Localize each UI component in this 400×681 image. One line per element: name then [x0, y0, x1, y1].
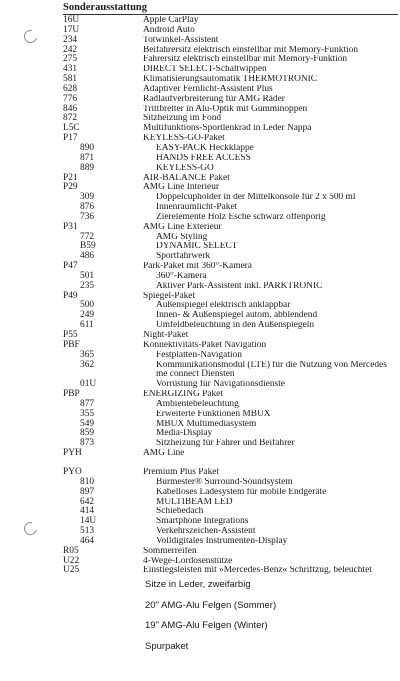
- option-description: Sportfahrwerk: [156, 252, 211, 262]
- option-code: P17: [63, 133, 78, 144]
- option-description: Media-Display: [156, 429, 213, 439]
- option-description: Umfeldbeleuchtung in den Außenspiegeln: [156, 321, 315, 331]
- option-description: Burmester® Surround-Soundsystem: [156, 477, 293, 487]
- sub-option-row: [63, 410, 398, 420]
- option-row: [63, 36, 398, 46]
- option-code: 355: [80, 408, 95, 419]
- option-code: 549: [80, 418, 95, 429]
- sub-option-row: [63, 233, 398, 243]
- sub-option-row: [63, 301, 398, 311]
- sub-option-row: [63, 213, 398, 223]
- option-row: [63, 46, 398, 56]
- sub-option-row: [63, 478, 398, 488]
- option-code: 611: [80, 320, 94, 331]
- equipment-sheet: [63, 1, 398, 576]
- option-description: 4-Wege-Lordosenstütze: [143, 556, 233, 566]
- extra-option: Spurpaket: [145, 640, 189, 652]
- option-description: KEYLESS-GO: [156, 163, 214, 173]
- option-code: 871: [80, 152, 95, 163]
- option-code: 873: [80, 438, 95, 449]
- option-code: 309: [80, 192, 95, 203]
- option-row: [63, 26, 398, 36]
- option-code: P49: [63, 290, 78, 301]
- option-code: B59: [80, 241, 96, 252]
- option-code: 431: [63, 64, 78, 75]
- binder-hole-icon: [22, 520, 40, 538]
- option-description: Vorrüstung für Navigationsdienste: [156, 380, 285, 390]
- option-row: [63, 134, 398, 144]
- option-code: 897: [80, 486, 95, 497]
- option-description: Apple CarPlay: [143, 16, 199, 25]
- option-code: 872: [63, 113, 78, 124]
- option-code: PBF: [63, 339, 80, 350]
- option-description: Kabelloses Ladesystem für mobile Endgeräte: [156, 487, 327, 497]
- binder-hole-icon: [22, 28, 40, 46]
- sub-option-row: [63, 193, 398, 203]
- option-row: [63, 449, 398, 459]
- sub-option-row: [63, 351, 398, 361]
- option-description: Innen- & Außenspiegel autom. abblendend: [156, 311, 318, 321]
- option-code: P21: [63, 172, 78, 183]
- option-code: P29: [63, 182, 78, 193]
- option-code: 628: [63, 83, 78, 94]
- option-description: Festplatten-Navigation: [156, 350, 242, 360]
- option-code: L5C: [63, 123, 80, 134]
- option-row: [63, 55, 398, 65]
- option-code: 846: [63, 103, 78, 114]
- sub-option-row: [63, 252, 398, 262]
- option-description: Adaptiver Fernlicht-Assistent Plus: [143, 84, 273, 94]
- option-description: Trittbretter in Alu-Optik mit Gumminoppen: [143, 104, 308, 114]
- option-row: [63, 124, 398, 134]
- option-row: [63, 65, 398, 75]
- option-description: Smartphone Integrations: [156, 517, 249, 527]
- option-description: 360°-Kamera: [156, 271, 207, 281]
- extra-options-list: [145, 575, 276, 657]
- option-row: [63, 174, 398, 184]
- option-code: 16U: [63, 15, 80, 25]
- option-description: Totwinkel-Assistent: [143, 35, 219, 45]
- option-code: PYH: [63, 448, 82, 459]
- option-code: 642: [80, 496, 95, 507]
- option-code: 772: [80, 231, 95, 242]
- option-code: 513: [80, 526, 95, 537]
- option-description: Erweiterte Funktionen MBUX: [156, 409, 271, 419]
- sub-option-row: [63, 242, 398, 252]
- option-description: MULTIBEAM LED: [156, 497, 233, 507]
- option-code: 876: [80, 202, 95, 213]
- sub-option-row: [63, 282, 398, 292]
- sub-option-row: [63, 429, 398, 439]
- option-description: AMG Line Exterieur: [143, 222, 222, 232]
- equipment-list: [63, 16, 398, 576]
- sub-option-row: [63, 164, 398, 174]
- option-code: 810: [80, 476, 95, 487]
- sub-option-row: [63, 380, 398, 390]
- extra-option: Sitze in Leder, zweifarbig: [145, 579, 251, 590]
- option-description: EASY-PACK Heckklappe: [156, 143, 254, 153]
- option-row: [63, 262, 398, 272]
- sub-option-row: [63, 321, 398, 331]
- option-description: ENERGIZING Paket: [143, 390, 223, 400]
- option-description: Premium Plus Paket: [143, 467, 220, 477]
- option-code: 01U: [80, 379, 97, 390]
- option-row: [63, 95, 398, 105]
- option-description: AIR-BALANCE Paket: [143, 173, 230, 183]
- option-description: AMG Styling: [156, 232, 208, 242]
- option-description: Beifahrersitz elektrisch einstellbar mit Memory-Funktion: [143, 45, 359, 55]
- option-row: [63, 16, 398, 26]
- option-description: Fahrersitz elektrisch einstellbar mit Memory-Funktion: [143, 55, 348, 65]
- option-code: 877: [80, 398, 95, 409]
- option-description: Konnektivitäts-Paket Navigation: [143, 340, 267, 350]
- option-description: Ambientebeleuchtung: [156, 399, 239, 409]
- option-code: 500: [80, 300, 95, 311]
- option-description: Zierelemente Holz Esche schwarz offenporig: [156, 212, 326, 222]
- option-description: Doppelcupholder in der Mittelkonsole für 2 x 500 ml: [156, 193, 356, 203]
- list-spacer: [63, 459, 398, 468]
- option-row: [63, 557, 398, 567]
- option-description: AMG Line: [143, 449, 185, 459]
- extra-option: 19" AMG-Alu Felgen (Winter): [145, 620, 268, 631]
- option-code: PBP: [63, 389, 80, 400]
- option-code: 486: [80, 251, 95, 262]
- option-row: [63, 105, 398, 115]
- option-row: [63, 331, 398, 341]
- option-code: R05: [63, 545, 79, 556]
- sub-option-row: [63, 311, 398, 321]
- option-description: DIRECT SELECT-Schaltwippen: [143, 65, 267, 75]
- option-row: [63, 223, 398, 233]
- option-row: [63, 183, 398, 193]
- sub-option-row: [63, 527, 398, 537]
- option-code: 249: [80, 310, 95, 321]
- option-description: Spiegel-Paket: [143, 291, 196, 301]
- option-description: MBUX Multimediasystem: [156, 419, 257, 429]
- sub-option-row: [63, 400, 398, 410]
- option-code: 736: [80, 211, 95, 222]
- option-code: 235: [80, 280, 95, 291]
- option-code: 365: [80, 349, 95, 360]
- option-row: [63, 85, 398, 95]
- sub-option-row: [63, 420, 398, 430]
- sub-option-row: [63, 154, 398, 164]
- option-description: Volldigitales Instrumenten-Display: [156, 536, 288, 546]
- sub-option-row: [63, 507, 398, 517]
- sub-option-row: [63, 144, 398, 154]
- option-description: Sitzheizung für Fahrer und Beifahrer: [156, 439, 295, 449]
- option-row: [63, 75, 398, 85]
- option-code: 362: [80, 359, 95, 370]
- option-row: [63, 114, 398, 124]
- option-description: Außenspiegel elektrisch anklappbar: [156, 301, 291, 311]
- option-description: Park-Paket mit 360°-Kamera: [143, 262, 252, 272]
- option-description: Innenraumlicht-Paket: [156, 203, 238, 213]
- option-description: Einstiegsleisten mit »Mercedes-Benz« Schriftzug, beleuchtet: [143, 566, 372, 576]
- option-description: Verkehrszeichen-Assistent: [156, 527, 256, 537]
- option-row: [63, 292, 398, 302]
- option-code: 242: [63, 44, 78, 55]
- sub-option-row: [63, 439, 398, 449]
- option-description: Night-Paket: [143, 331, 189, 340]
- option-description: Android Auto: [143, 25, 195, 35]
- option-description: Schiebedach: [156, 507, 204, 517]
- option-row: [63, 341, 398, 351]
- extra-option: 20" AMG-Alu Felgen (Sommer): [145, 599, 277, 611]
- option-code: 890: [80, 142, 95, 153]
- option-code: P47: [63, 261, 78, 272]
- sub-option-row: [63, 361, 398, 381]
- option-code: 17U: [63, 24, 80, 35]
- sheet-title: Sonderausstattung: [63, 1, 398, 15]
- option-description: Klimatisierungsautomatik THERMOTRONIC: [143, 75, 318, 85]
- option-description: Sommerreifen: [143, 546, 197, 556]
- sub-option-row: [63, 272, 398, 282]
- sub-option-row: [63, 203, 398, 213]
- option-description: HANDS FREE ACCESS: [156, 153, 251, 163]
- option-code: P55: [63, 330, 78, 340]
- option-code: 464: [80, 535, 95, 546]
- option-code: 414: [80, 506, 95, 517]
- option-code: 889: [80, 162, 95, 173]
- option-description: Sitzheizung im Fond: [143, 114, 222, 124]
- option-code: 14U: [80, 516, 97, 527]
- option-code: U25: [63, 565, 80, 576]
- option-code: U22: [63, 555, 80, 566]
- option-row: [63, 468, 398, 478]
- option-description: Kommunikationsmodul (LTE) für die Nutzung von Mercedes me connect Diensten: [156, 360, 387, 380]
- option-code: 234: [63, 34, 78, 45]
- option-row: [63, 547, 398, 557]
- option-description: Multifunktions-Sportlenkrad in Leder Nappa: [143, 124, 312, 134]
- sub-option-row: [63, 517, 398, 527]
- option-description: KEYLESS-GO-Paket: [143, 134, 225, 144]
- sub-option-row: [63, 488, 398, 498]
- sub-option-row: [63, 498, 398, 508]
- option-code: P31: [63, 221, 78, 232]
- option-description: Aktiver Park-Assistent inkl. PARKTRONIC: [156, 281, 323, 291]
- option-code: 275: [63, 54, 78, 65]
- option-description: DYNAMIC SELECT: [156, 242, 238, 252]
- option-description: AMG Line Interieur: [143, 183, 220, 193]
- option-description: Radlaufverbreiterung für AMG Räder: [143, 94, 285, 104]
- option-code: 776: [63, 93, 78, 104]
- option-row: [63, 390, 398, 400]
- option-code: 859: [80, 428, 95, 439]
- option-code: 581: [63, 74, 78, 85]
- option-code: PYO: [63, 466, 82, 477]
- option-code: 501: [80, 270, 95, 281]
- sub-option-row: [63, 537, 398, 547]
